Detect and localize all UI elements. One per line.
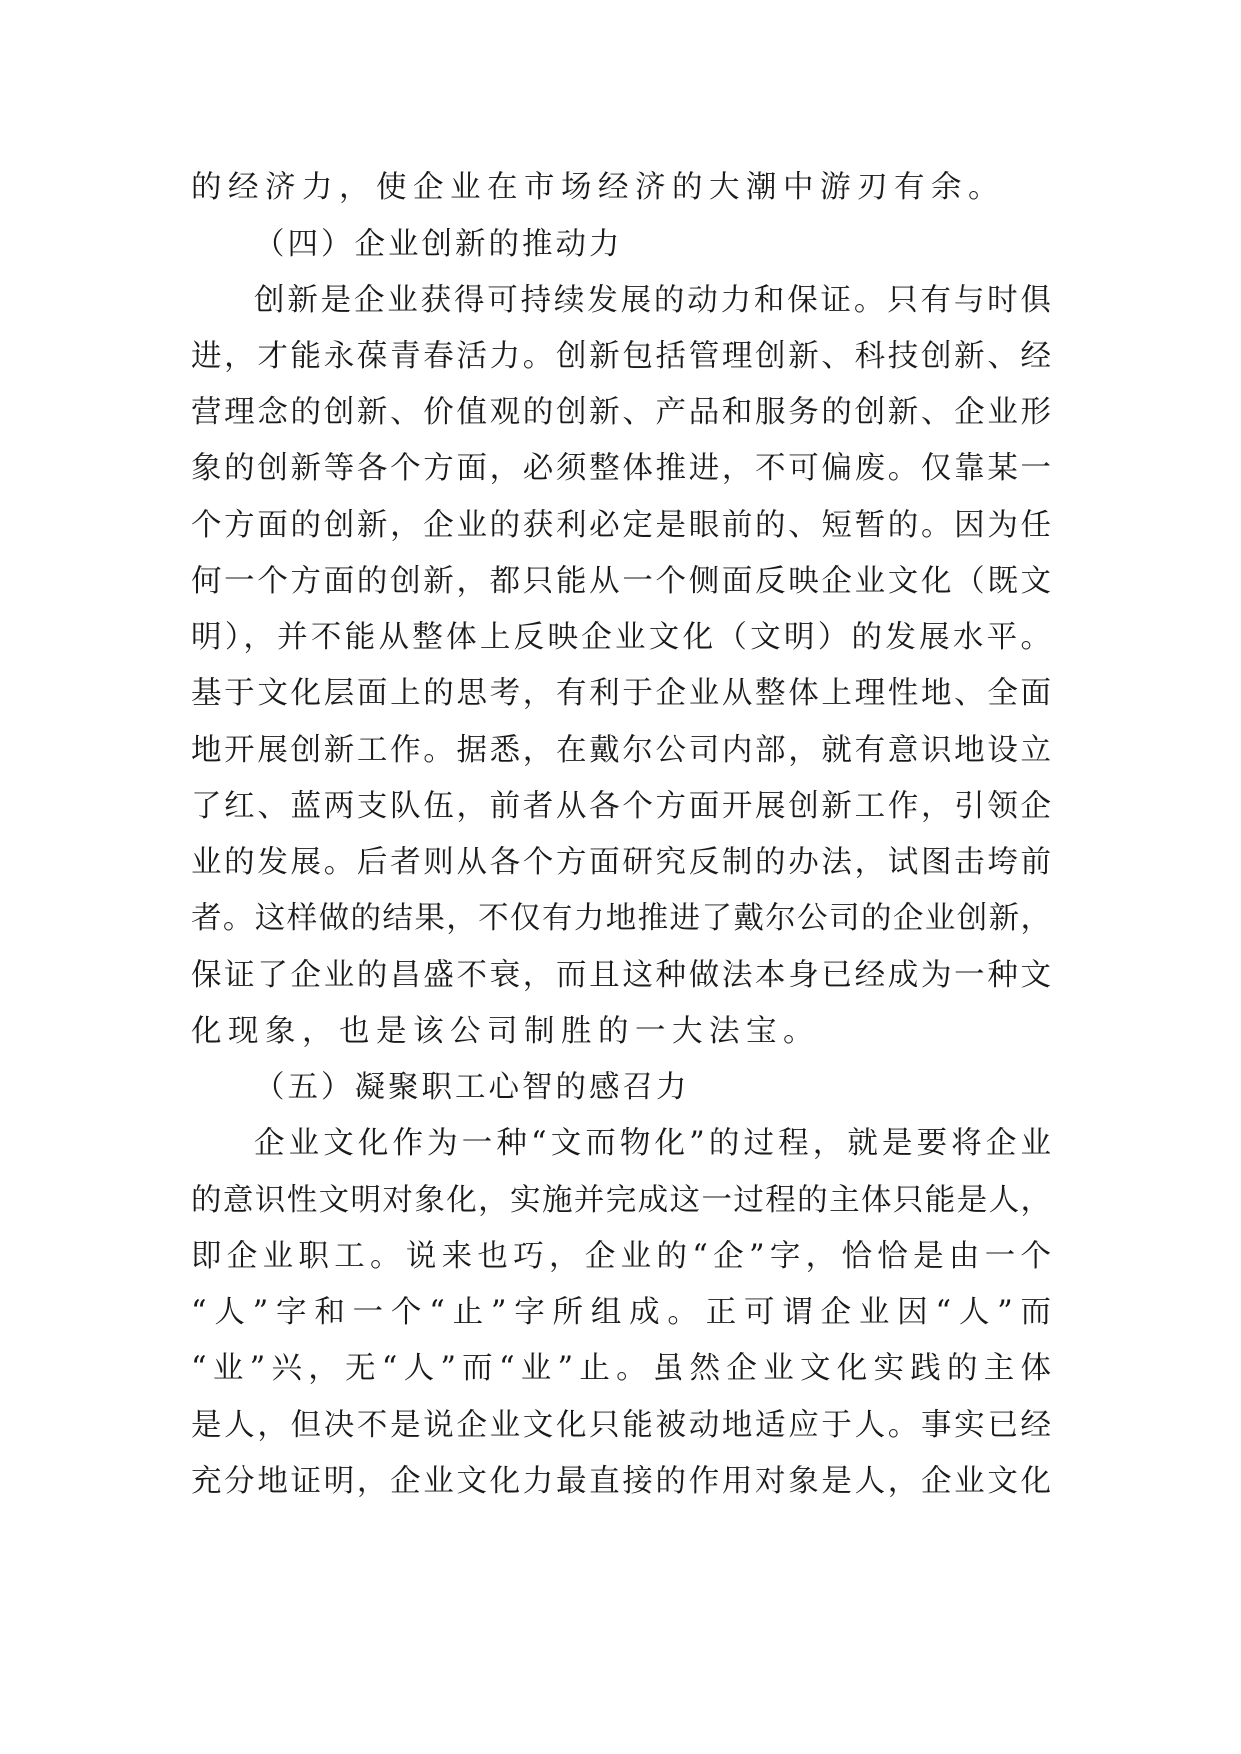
body-text-line: 何一个方面的创新，都只能从一个侧面反映企业文化（既文 <box>191 564 1051 599</box>
body-text-line: 即企业职工。说来也巧，企业的“企”字，恰恰是由一个 <box>191 1239 1051 1274</box>
body-text-line: 地开展创新工作。据悉，在戴尔公司内部，就有意识地设立 <box>191 733 1051 768</box>
body-text-line: “人”字和一个“止”字所组成。正可谓企业因“人”而 <box>191 1295 1051 1330</box>
body-text-line: 的经济力，使企业在市场经济的大潮中游刃有余。 <box>191 170 1005 205</box>
section-heading: （四）企业创新的推动力 <box>254 227 623 262</box>
body-text-line: 的意识性文明对象化，实施并完成这一过程的主体只能是人， <box>191 1183 1051 1218</box>
body-text-line: 象的创新等各个方面，必须整体推进，不可偏废。仅靠某一 <box>191 451 1051 486</box>
body-text-line: “业”兴，无“人”而“业”止。虽然企业文化实践的主体 <box>191 1351 1051 1386</box>
body-text-line: 明），并不能从整体上反映企业文化（文明）的发展水平。 <box>191 620 1051 655</box>
body-text-line: 是人，但决不是说企业文化只能被动地适应于人。事实已经 <box>191 1408 1051 1443</box>
body-text-line: 充分地证明，企业文化力最直接的作用对象是人，企业文化 <box>191 1464 1051 1499</box>
body-text-line: 化现象，也是该公司制胜的一大法宝。 <box>191 1014 820 1049</box>
body-text-line: 创新是企业获得可持续发展的动力和保证。只有与时俱 <box>254 283 1051 318</box>
body-text-line: 基于文化层面上的思考，有利于企业从整体上理性地、全面 <box>191 676 1051 711</box>
body-text-line: 了红、蓝两支队伍，前者从各个方面开展创新工作，引领企 <box>191 789 1051 824</box>
section-heading: （五）凝聚职工心智的感召力 <box>254 1070 690 1105</box>
body-text-line: 营理念的创新、价值观的创新、产品和服务的创新、企业形 <box>191 395 1051 430</box>
body-text-line: 企业文化作为一种“文而物化”的过程，就是要将企业 <box>254 1126 1051 1161</box>
body-text-line: 者。这样做的结果，不仅有力地推进了戴尔公司的企业创新， <box>191 901 1051 936</box>
body-text-line: 保证了企业的昌盛不衰，而且这种做法本身已经成为一种文 <box>191 958 1051 993</box>
body-text-line: 进，才能永葆青春活力。创新包括管理创新、科技创新、经 <box>191 339 1051 374</box>
body-text-line: 个方面的创新，企业的获利必定是眼前的、短暂的。因为任 <box>191 508 1051 543</box>
body-text-line: 业的发展。后者则从各个方面研究反制的办法，试图击垮前 <box>191 845 1051 880</box>
